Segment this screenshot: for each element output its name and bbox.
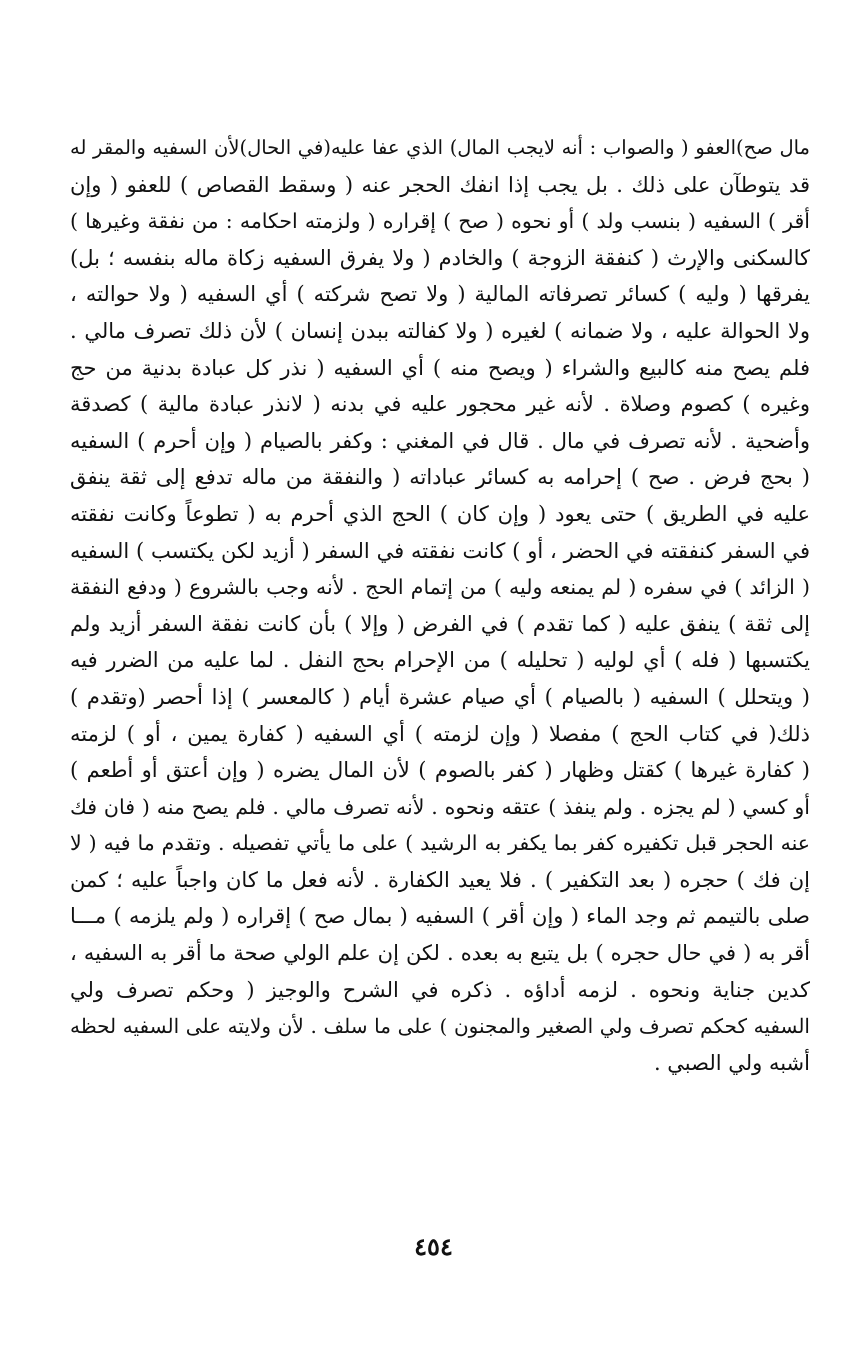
text-line: وأضحية . لأنه تصرف في مال . قال في المغني : وكفر بالصيام ( وإن أحرم ) السفيه: [70, 428, 810, 453]
text-line: ذلك( في كتاب الحج ) مفصلا ( وإن لزمته ) أي السفيه ( كفارة يمين ، أو ) لزمته: [70, 721, 810, 746]
text-line: في السفر كنفقته في الحضر ، أو ) كانت نفقته في السفر ( أزيد لكن يكتسب ) السفيه: [70, 538, 810, 563]
text-line: إلى ثقة ) ينفق عليه ( كما تقدم ) في الفرض ( وإلا ) بأن كانت نفقة السفر أزيد ولم: [70, 611, 810, 636]
text-line: ( بحج فرض . صح ) إحرامه به كسائر عباداته ( والنفقة من ماله تدفع إلى ثقة ينفق: [70, 465, 810, 490]
text-line: ( ويتحلل ) السفيه ( بالصيام ) أي صيام عشرة أيام ( كالمعسر ) إذا أحصر (وتقدم ): [70, 684, 810, 709]
body-text: [70, 130, 810, 1081]
text-line: أو كسي ( لم يجزه . ولم ينفذ ) عتقه ونحوه . لأنه تصرف مالي . فلم يصح منه ( فان فك: [70, 794, 810, 819]
text-line: كدين جناية ونحوه . لزمه أداؤه . ذكره في الشرح والوجيز ( وحكم تصرف ولي: [70, 977, 810, 1002]
text-line: صلى بالتيمم ثم وجد الماء ( وإن أقر ) السفيه ( بمال صح ) إقراره ( ولم يلزمه ) مـــا: [70, 904, 810, 929]
text-line: أقر به ( في حال حجره ) بل يتبع به بعده . لكن إن علم الولي صحة ما أقر به السفيه ،: [70, 941, 810, 966]
text-line: كالسكنى والإرث ( كنفقة الزوجة ) والخادم ( ولا يفرق السفيه زكاة ماله بنفسه ؛ بل): [70, 245, 810, 270]
text-line: قد يتوطآن على ذلك . بل يجب إذا انفك الحجر عنه ( وسقط القصاص ) للعفو ( وإن: [70, 172, 810, 197]
text-line: ( الزائد ) في سفره ( لم يمنعه وليه ) من إتمام الحج . لأنه وجب بالشروع ( ودفع النفقة: [70, 575, 810, 600]
text-line: ( كفارة غيرها ) كقتل وظهار ( كفر بالصوم ) لأن المال يضره ( وإن أعتق أو أطعم ): [70, 758, 810, 783]
text-line: أقر ) السفيه ( بنسب ولد ) أو نحوه ( صح ) إقراره ( ولزمته احكامه : من نفقة وغيرها ): [70, 209, 810, 234]
text-line: عنه الحجر قبل تكفيره كفر بما يكفر به الرشيد ) على ما يأتي تفصيله . وتقدم ما فيه ( لا: [70, 831, 810, 856]
text-line: أشبه ولي الصبي .: [653, 1050, 810, 1075]
text-line: يفرقها ( وليه ) كسائر تصرفاته المالية ( ولا تصح شركته ) أي السفيه ( ولا حوالته ،: [70, 282, 810, 307]
text-line: يكتسبها ( فله ) أي لوليه ( تحليله ) من الإحرام بحج النفل . لما عليه من الضرر فيه: [70, 648, 810, 673]
text-line: وغيره ) كصوم وصلاة . لأنه غير محجور عليه في بدنه ( لانذر عبادة مالية ) كصدقة: [70, 392, 810, 417]
text-line: فلم يصح منه كالبيع والشراء ( ويصح منه ) أي السفيه ( نذر كل عبادة بدنية من حج: [70, 355, 810, 380]
text-line: إن فك ) حجره ( بعد التكفير ) . فلا يعيد الكفارة . لأنه فعل ما كان واجباً عليه ؛ كمن: [70, 867, 810, 892]
text-line: عليه في الطريق ) حتى يعود ( وإن كان ) الحج الذي أحرم به ( تطوعاً وكانت نفقته: [70, 501, 810, 526]
text-line: السفيه كحكم تصرف ولي الصغير والمجنون ) على ما سلف . لأن ولايته على السفيه لحظه: [70, 1014, 810, 1039]
text-line: ولا الحوالة عليه ، ولا ضمانه ) لغيره ( ولا كفالته ببدن إنسان ) لأن ذلك تصرف مالي .: [70, 318, 810, 343]
text-line: مال صح)العفو ( والصواب : أنه لايجب المال) الذي عفا عليه(في الحال)لأن السفيه والمقر له: [70, 136, 810, 159]
page-number: ٤٥٤: [414, 1232, 453, 1261]
